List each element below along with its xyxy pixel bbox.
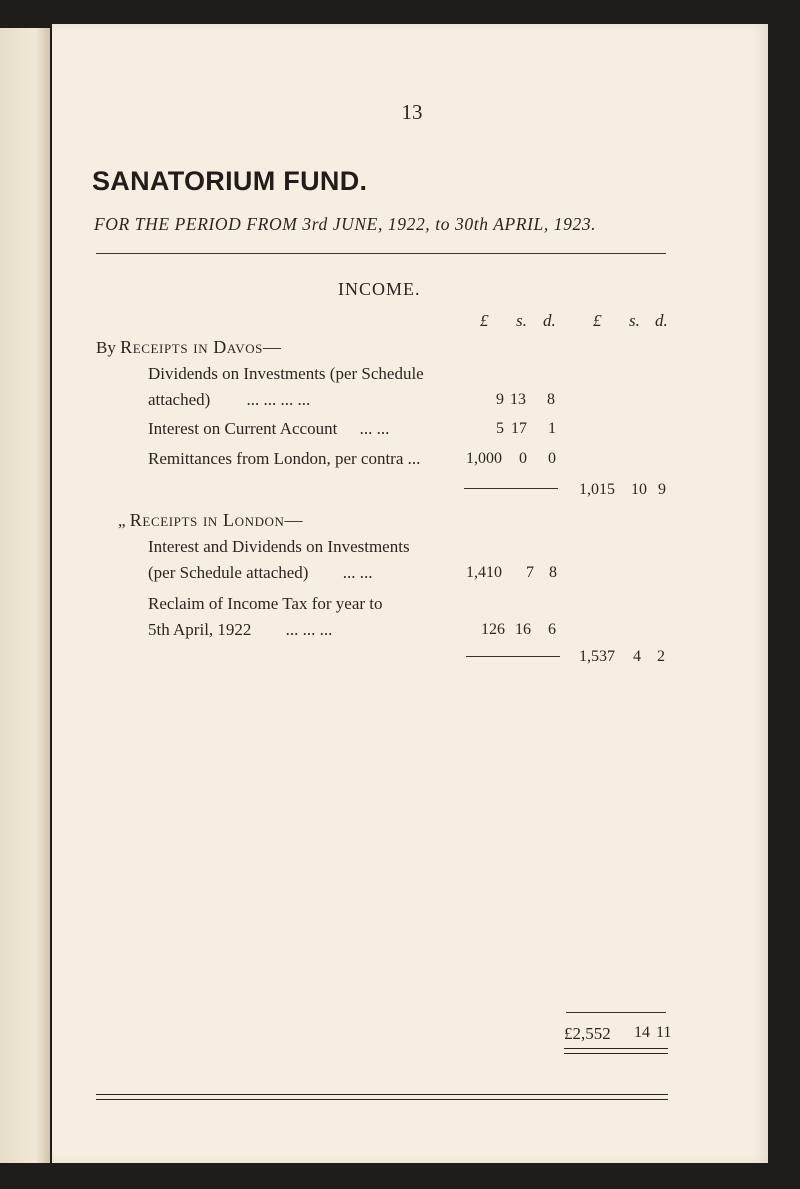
amount-shillings: 13 bbox=[510, 391, 526, 408]
document-page bbox=[52, 24, 768, 1163]
left-page-edge bbox=[0, 28, 50, 1163]
amount-pence: 6 bbox=[548, 621, 556, 638]
leader-dots: ... ... bbox=[342, 563, 373, 582]
grand-total-shillings: 14 bbox=[634, 1024, 650, 1041]
leader-dots: ... ... bbox=[359, 419, 390, 438]
amount-shillings: 0 bbox=[519, 450, 527, 467]
item-line1: Remittances from London, per contra ... bbox=[148, 449, 421, 468]
col1-pence-header: d. bbox=[543, 311, 556, 330]
col1-pounds-header: £ bbox=[480, 311, 489, 330]
total-shillings: 4 bbox=[633, 648, 641, 665]
leader-dots: ... ... ... ... bbox=[246, 390, 311, 409]
amount-pence: 0 bbox=[548, 450, 556, 467]
amount-shillings: 16 bbox=[515, 621, 531, 638]
col2-pounds-header: £ bbox=[593, 311, 602, 330]
item-line1: Interest on Current Account ... ... bbox=[148, 419, 390, 438]
page-number: 13 bbox=[401, 100, 423, 124]
amount-pounds: 1,410 bbox=[466, 564, 502, 581]
grand-total-pence: 11 bbox=[656, 1024, 672, 1041]
footer-double-rule bbox=[96, 1094, 668, 1100]
leader-dots: ... ... ... bbox=[285, 620, 333, 639]
total-pounds: 1,015 bbox=[579, 481, 615, 498]
amount-pounds: 9 bbox=[496, 391, 504, 408]
page-title: SANATORIUM FUND. bbox=[92, 166, 368, 196]
amount-pence: 1 bbox=[548, 420, 556, 437]
total-shillings: 10 bbox=[631, 481, 647, 498]
subtotal-rule bbox=[466, 656, 560, 657]
total-pounds: 1,537 bbox=[579, 648, 615, 665]
group-prefix: By bbox=[96, 338, 116, 357]
grand-total-double-rule bbox=[564, 1048, 668, 1054]
group-heading-davos bbox=[96, 337, 282, 358]
title-rule bbox=[96, 253, 666, 254]
amount-pence: 8 bbox=[547, 391, 555, 408]
grand-total-pounds: £2,552 bbox=[564, 1024, 611, 1043]
item-line2: 5th April, 1922 ... ... ... bbox=[148, 620, 333, 639]
item-line1: Interest and Dividends on Investments bbox=[148, 537, 410, 556]
item-line1: Reclaim of Income Tax for year to bbox=[148, 594, 383, 613]
col2-shillings-header: s. bbox=[629, 311, 640, 330]
group-heading-london bbox=[118, 510, 303, 531]
amount-shillings: 17 bbox=[511, 420, 527, 437]
amount-pounds: 1,000 bbox=[466, 450, 502, 467]
item-line2: attached) ... ... ... ... bbox=[148, 390, 311, 409]
amount-pounds: 5 bbox=[496, 420, 504, 437]
group-title: Receipts in Davos— bbox=[120, 337, 282, 357]
amount-pounds: 126 bbox=[481, 621, 505, 638]
group-prefix: „ bbox=[118, 511, 126, 530]
amount-shillings: 7 bbox=[526, 564, 534, 581]
total-pence: 2 bbox=[657, 648, 665, 665]
total-pence: 9 bbox=[658, 481, 666, 498]
subtotal-rule bbox=[464, 488, 558, 489]
item-line2: (per Schedule attached) ... ... bbox=[148, 563, 373, 582]
amount-pence: 8 bbox=[549, 564, 557, 581]
section-heading: INCOME. bbox=[338, 279, 421, 299]
group-title: Receipts in London— bbox=[129, 510, 304, 530]
grand-total-rule bbox=[566, 1012, 666, 1013]
item-line1: Dividends on Investments (per Schedule bbox=[148, 364, 424, 383]
col2-pence-header: d. bbox=[655, 311, 668, 330]
period-subtitle: FOR THE PERIOD FROM 3rd JUNE, 1922, to 30th APRIL, 1923. bbox=[94, 214, 597, 234]
col1-shillings-header: s. bbox=[516, 311, 527, 330]
